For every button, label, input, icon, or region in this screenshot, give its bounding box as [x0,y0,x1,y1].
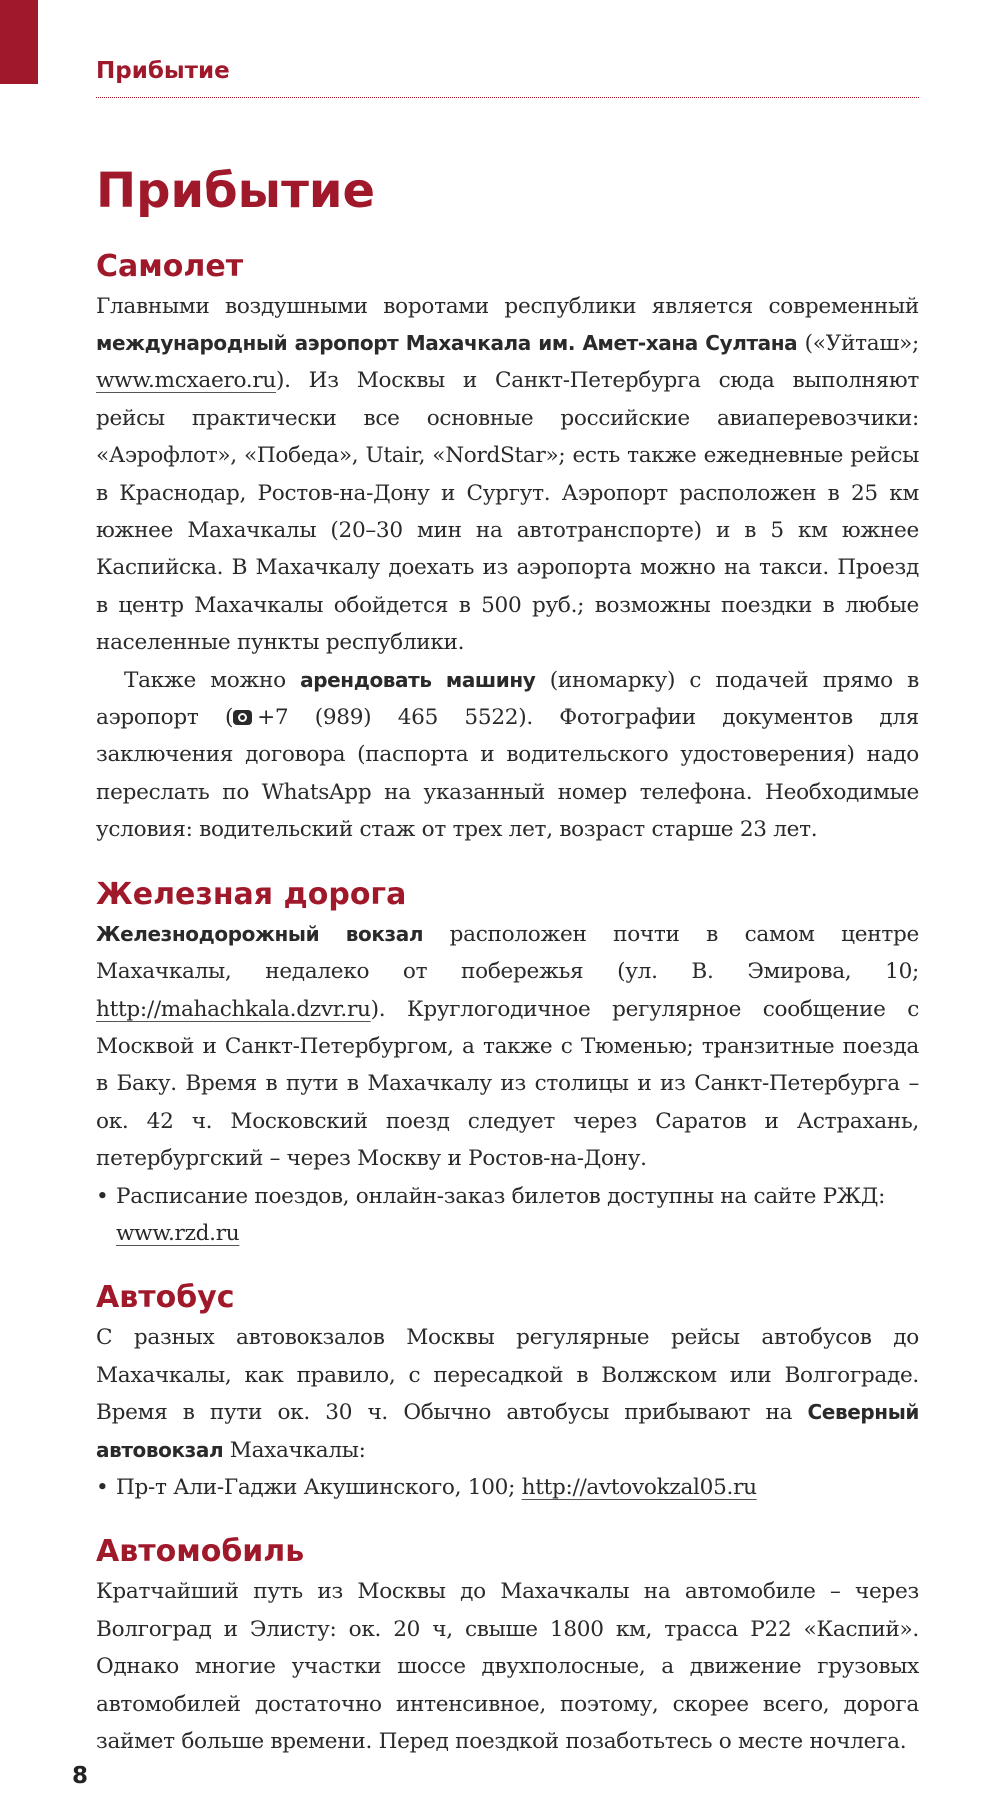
header-divider [96,97,919,98]
link-bus-station-site[interactable]: http://avtovokzal05.ru [521,1474,757,1500]
link-rail-station-site[interactable]: http://mahachkala.dzvr.ru [96,996,371,1022]
bullet-text: Расписание поездов, онлайн-заказ билетов доступны на сайте РЖД: [116,1183,886,1209]
bold-rail-station: Железнодорожный вокзал [96,921,424,946]
section-heading-rail: Железная дорога [96,876,407,912]
page-content [96,163,919,1786]
text-run: («Уйташ»; [797,331,919,356]
bullet-marker: • [96,1474,109,1500]
paragraph-rail-station [96,916,919,1178]
rail-bullet-list [96,1178,919,1253]
section-heading-car: Автомобиль [96,1534,305,1570]
corner-color-tab [0,0,38,84]
section-heading-plane: Самолет [96,248,244,284]
text-run: С разных автовокзалов Москвы регулярные рейсы автобусов до Махачкалы, как правило, с пересадкой в Волжском или Волгограде. Время в пути ок. 30 ч. Обычно автобусы прибывают на [96,1325,919,1426]
list-item [96,1469,919,1506]
text-run: Махачкалы: [223,1437,366,1463]
link-rzd[interactable]: www.rzd.ru [116,1220,240,1246]
running-header: Прибытие [96,58,230,84]
paragraph-bus [96,1319,919,1469]
bus-bullet-list [96,1469,919,1506]
section-rail [96,875,919,1253]
text-run: Также можно [124,667,301,693]
section-plane [96,247,919,849]
phone-icon [233,710,252,725]
page-number: 8 [72,1763,89,1789]
paragraph-plane-car-rental [96,662,919,849]
paragraph-plane-airport [96,288,919,662]
section-car [96,1532,919,1760]
text-run: (иномарку) с подачей прямо в аэропорт ( [96,667,919,731]
text-run: расположен почти в самом центре Махачкалы, недалеко от побережья (ул. В. Эмирова, 10; [96,921,919,985]
bold-car-rental: арендовать машину [300,667,536,692]
text-run: ). Фотографии документов для заключения договора (паспорта и водительского удостоверения) надо переслать по WhatsApp на указанный номер телефона. Необходимые условия: водительский стаж от трех лет, возраст старше 23 лет. [96,705,919,843]
bold-airport-name: международный аэропорт Махачкала им. Амет-хана Султана [96,331,798,355]
section-heading-bus: Автобус [96,1280,235,1316]
bold-bus-station: Северный автовокзал [96,1400,919,1462]
page-title: Прибытие [96,163,376,219]
section-bus [96,1278,919,1506]
phone-number: +7 (989) 465 5522 [257,705,519,731]
paragraph-car: Кратчайший путь из Москвы до Махачкалы на автомобиле – через Волгоград и Элисту: ок. 20 ч, свыше 1800 км, трасса Р22 «Каспий». Однако многие участки шоссе двухполосные, а движение грузовых автомобилей достаточно интенсивное, поэтому, скорее всего, дорога займет больше времени. Перед поездкой позаботьтесь о месте ночлега. [96,1579,919,1754]
list-item [96,1178,919,1253]
bullet-text: Пр-т Али-Гаджи Акушинского, 100; [116,1474,522,1500]
bullet-marker: • [96,1183,109,1209]
text-run: ). Из Москвы и Санкт-Петербурга сюда выполняют рейсы практически все основные российские авиаперевозчики: «Аэрофлот», «Победа», Utair, «NordStar»; есть также ежедневные рейсы в Краснодар, Ростов-на-Дону и Сургут. Аэропорт расположен в 25 км южнее Махачкалы (20–30 мин на автотранспорте) и в 5 км южнее Каспийска. В Махачкалу доехать из аэропорта можно на такси. Проезд в центр Махачкалы обойдется в 500 руб.; возможны поездки в любые населенные пункты республики. [96,368,919,656]
text-run: ). Круглогодичное регулярное сообщение с Москвой и Санкт-Петербургом, а также с Тюменью; транзитные поезда в Баку. Время в пути в Махачкалу из столицы и из Санкт-Петербурга – ок. 42 ч. Московский поезд следует через Саратов и Астрахань, петербургский – через Москву и Ростов-на-Дону. [96,996,919,1172]
link-airport-site[interactable]: www.mcxaero.ru [96,368,276,394]
text-run: Главными воздушными воротами республики является современный [96,293,919,319]
